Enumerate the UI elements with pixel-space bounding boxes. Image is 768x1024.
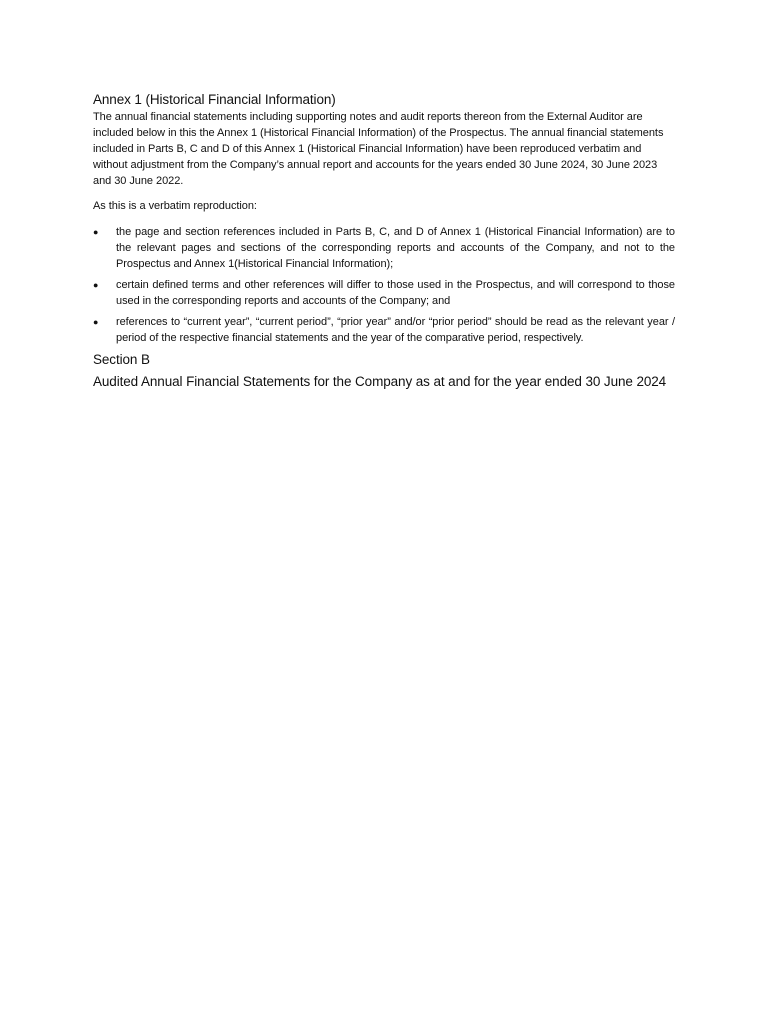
bullet-list	[93, 224, 675, 346]
intro-paragraph: The annual financial statements including supporting notes and audit reports thereon from the External Auditor are included below in this the Annex 1 (Historical Financial Information) of the Prospectus. The annual financial statements included in Parts B, C and D of this Annex 1 (Historical Financial Information) have been reproduced verbatim and without adjustment from the Company’s annual report and accounts for the years ended 30 June 2024, 30 June 2023 and 30 June 2022.	[93, 111, 664, 187]
document-page	[93, 91, 675, 391]
annex-heading: Annex 1 (Historical Financial Information)	[93, 92, 336, 107]
bullet-text: the page and section references included in Parts B, C, and D of Annex 1 (Historical Financial Information) are to the relevant pages and sections of the corresponding reports and accounts of the Company, and not to the Prospectus and Annex 1(Historical Financial Information);	[116, 226, 675, 270]
bullet-text: certain defined terms and other references will differ to those used in the Prospectus, and will correspond to those used in the corresponding reports and accounts of the Company; and	[116, 279, 675, 307]
bullet-text: references to “current year”, “current period”, “prior year” and/or “prior period” should be read as the relevant year / period of the respective financial statements and the year of the comparative period, respectively.	[116, 316, 675, 344]
bullet-item	[93, 314, 675, 346]
bullet-icon: ●	[93, 280, 99, 290]
section-title: Audited Annual Financial Statements for the Company as at and for the year ended 30 June 2024	[93, 374, 667, 389]
bullet-icon: ●	[93, 227, 99, 237]
lead-in-text: As this is a verbatim reproduction:	[93, 200, 257, 212]
bullet-icon: ●	[93, 317, 99, 327]
bullet-item	[93, 224, 675, 272]
bullet-item	[93, 277, 675, 309]
section-heading: Section B	[93, 352, 150, 367]
